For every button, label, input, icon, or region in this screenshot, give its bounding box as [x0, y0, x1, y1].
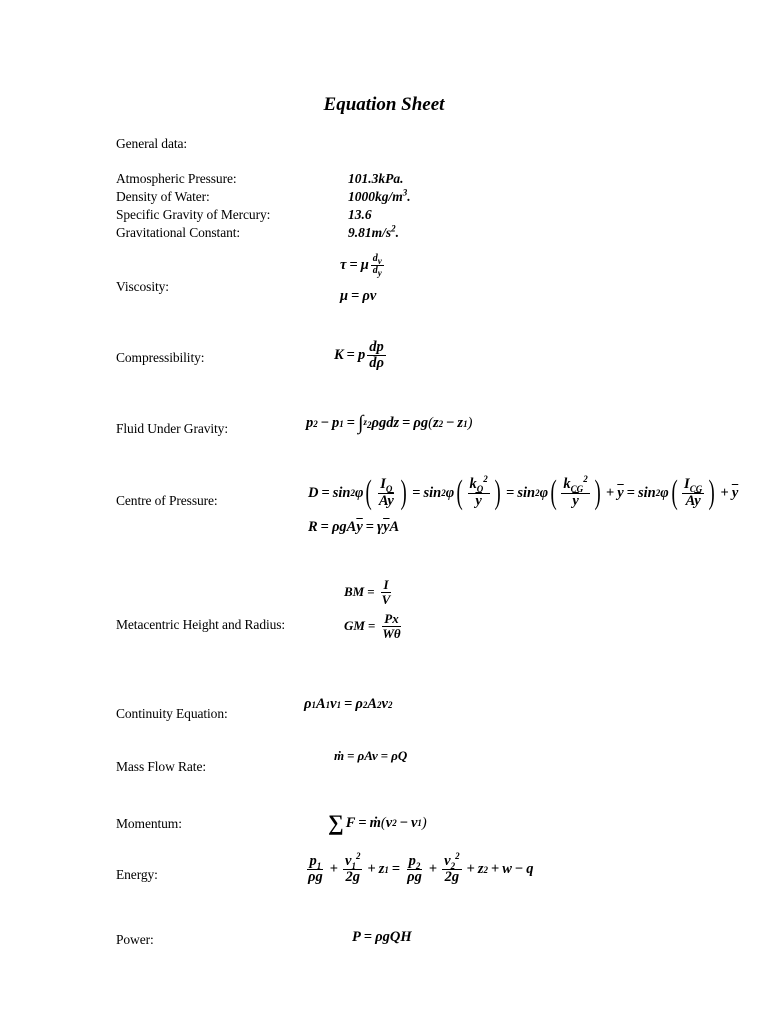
- constant-label: Gravitational Constant:: [116, 225, 241, 240]
- constant-label: Density of Water:: [116, 189, 210, 204]
- metacentric-height-equation: GM = $\frac{Px}{W\theta}$: [344, 611, 401, 641]
- viscosity-equation-2: μ = ρν: [340, 288, 377, 304]
- constant-value: $1000kg/m^3$.: [348, 187, 411, 204]
- metacentric-radius-equation: BM = $\frac{I}{V}$: [344, 577, 391, 607]
- energy-equation: $\frac{p_1}{\rho g}$ + $\frac{v_1^2}{2g}$ + z 1 = $\frac{p_2}{\rho g}$ + $\frac{v_2^2}{2g}$ + z 2 + w − q: [308, 851, 534, 886]
- constant-value: 13.6: [348, 207, 372, 222]
- section-label-power: Power:: [116, 932, 154, 947]
- section-label-energy: Energy:: [116, 867, 158, 882]
- section-label-metacentric: Metacentric Height and Radius:: [116, 617, 286, 632]
- constant-label: Specific Gravity of Mercury:: [116, 207, 271, 222]
- compressibility-equation: K = p $\frac{dp}{d\rho}$: [334, 339, 384, 372]
- centre-pressure-equation-2: R = ρgA $\overline{y}$ = γ $\overline{y}$ A: [308, 519, 400, 535]
- section-label-continuity: Continuity Equation:: [116, 706, 228, 721]
- section-label-fluid-gravity: Fluid Under Gravity:: [116, 421, 228, 436]
- viscosity-equation-1: τ = μ $\frac{d_v}{d_y}$: [340, 253, 382, 278]
- power-equation: P = ρgQH: [352, 929, 412, 945]
- mass-flow-equation: ṁ = ρAv = ρQ: [334, 748, 408, 763]
- section-label-viscosity: Viscosity:: [116, 279, 169, 294]
- section-label-mass-flow: Mass Flow Rate:: [116, 759, 207, 774]
- momentum-equation: ∑ F = ṁ ( v 2 − v 1 ): [328, 810, 427, 835]
- page-title: Equation Sheet: [323, 94, 445, 115]
- fluid-gravity-equation: p 2 − p 1 = ∫ $z_2$ ρgdz = ρg ( z 2 − z 1 ): [306, 412, 473, 434]
- general-data-heading: General data:: [116, 136, 188, 151]
- constant-value: $9.81m/s^2$.: [348, 223, 400, 240]
- constant-value: 101.3kPa.: [348, 171, 404, 186]
- section-label-centre-pressure: Centre of Pressure:: [116, 493, 218, 508]
- section-label-compressibility: Compressibility:: [116, 350, 205, 365]
- centre-pressure-equation-1: D = sin 2 φ ( $\frac{I_O}{A\overline{y}}$ ) = sin 2 φ ( $\frac{k_O^2}{y}$ ) = sin 2 φ ( $\frac{k_{CG}^2}{y}$ ) + $\overline{y}$ = sin 2 φ ( $\frac{I_{CG}}{A\overline{y}}$ ) + $\overline{y}$: [308, 474, 739, 511]
- continuity-equation: ρ 1 A 1 v 1 = ρ 2 A 2 v 2: [304, 696, 393, 712]
- constant-label: Atmospheric Pressure:: [116, 171, 237, 186]
- section-label-momentum: Momentum:: [116, 816, 182, 831]
